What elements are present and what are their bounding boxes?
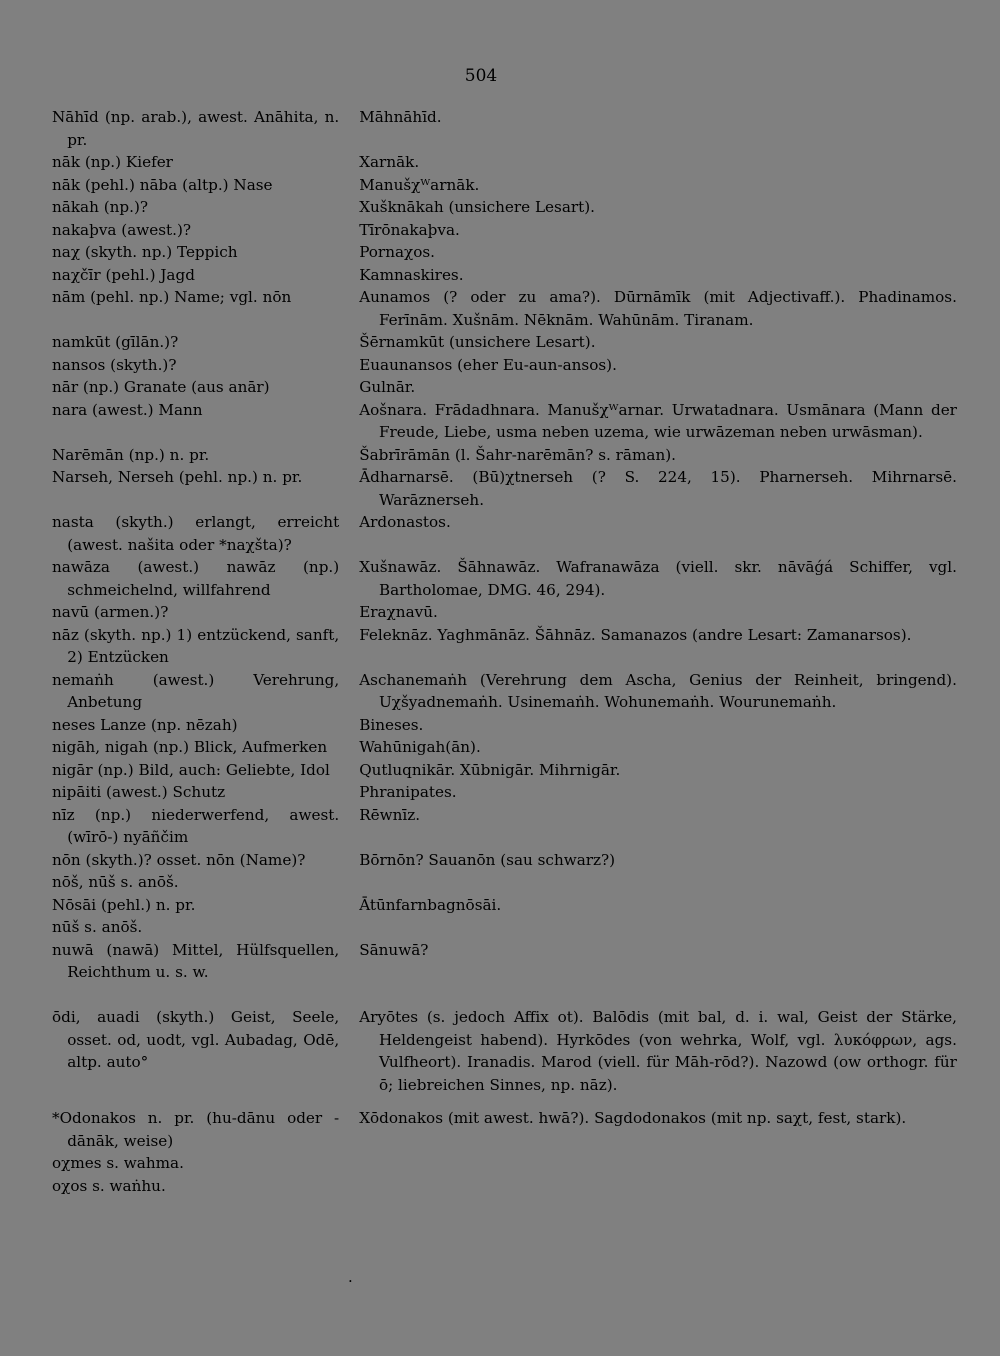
entry-names: Wahūnigah(ān). (359, 738, 481, 756)
entry-lemma: nām (pehl. np.) Name; vgl. nōn (52, 288, 292, 306)
entry-lemma: Narēmān (np.) n. pr. (52, 445, 210, 464)
entry-row (52, 219, 922, 242)
entry-row (52, 331, 922, 354)
entry-names: Xarnāk. (359, 153, 420, 171)
entry-lemma: nakaþva (awest.)? (52, 220, 192, 239)
entry-row (52, 264, 922, 287)
entry-row (52, 174, 922, 197)
entry-names: Euaunansos (eher Eu-aun-ansos). (359, 355, 617, 374)
entry-row (52, 624, 922, 669)
entry-row (52, 894, 922, 917)
entry-names: Manušχᵂarnāk. (359, 175, 480, 194)
entry-names: Xōdonakos (mit awest. hwā?). Sagdodonakos (mit np. saχt, fest, stark). (359, 1109, 907, 1127)
entry-row (52, 241, 922, 264)
entry-lemma: Nāhīd (np. arab.), awest. Anāhita, n. pr. (52, 108, 340, 149)
entry-row (52, 601, 922, 624)
entry-row (52, 736, 922, 759)
entry-names: Aošnara. Frādadhnara. Manušχᵂarnar. Urwatadnara. Usmānara (Mann der Freude, Liebe, usma neben uzema, wie urwāzeman neben urwāsman). (359, 400, 957, 441)
entry-names: Kamnaskires. (359, 265, 464, 284)
entry-row (52, 1107, 922, 1152)
entry-row (52, 354, 922, 377)
entry-names: Feleknāz. Yaghmānāz. Šāhnāz. Samanazos (andre Lesart: Zamanarsos). (359, 625, 912, 644)
entry-lemma: namkūt (gīlān.)? (52, 333, 179, 351)
entry-lemma: neses Lanze (np. nēzah) (52, 715, 238, 734)
entry-names: Phranipates. (359, 783, 457, 801)
entry-row (52, 669, 957, 714)
entry-row (52, 1175, 922, 1198)
page-number: 504 (464, 66, 498, 86)
entry-row (52, 871, 922, 894)
entry-row (52, 759, 922, 782)
entry-row (52, 151, 922, 174)
entry-lemma: nōn (skyth.)? osset. nōn (Name)? (52, 850, 306, 869)
entry-names: Māhnāhīd. (359, 108, 442, 126)
entry-lemma: ōdi, auadi (skyth.) Geist, Seele, osset. od, uodt, vgl. Aubadag, Odē, altp. auto° (52, 1008, 340, 1071)
entry-row (52, 781, 922, 804)
entry-names: Pornaχos. (359, 243, 435, 261)
entry-lemma: nāk (np.) Kiefer (52, 153, 173, 171)
entry-lemma: nāk (pehl.) nāba (altp.) Nase (52, 175, 273, 194)
entry-lemma: nasta (skyth.) erlangt, erreicht (awest. našita oder *naχšta)? (52, 513, 340, 554)
entry-lemma: nuwā (nawā) Mittel, Hülfsquellen, Reichthum u. s. w. (52, 940, 340, 981)
entry-lemma: nemaṅh (awest.) Verehrung, Anbetung (52, 670, 340, 711)
entry-lemma: *Odonakos n. pr. (hu-dānu oder -dānāk, weise) (52, 1109, 340, 1150)
entry-row (52, 376, 922, 399)
entry-lemma: nigār (np.) Bild, auch: Geliebte, Idol (52, 760, 330, 779)
entry-names: Šērnamkūt (unsichere Lesart). (359, 333, 596, 351)
entry-names: Sānuwā? (359, 940, 429, 959)
entry-row (52, 399, 957, 444)
entry-list (52, 106, 957, 1197)
entry-names: Aschanemaṅh (Verehrung dem Ascha, Genius der Reinheit, bringend). Uχšyadnemaṅh. Usinemaṅh. Wohunemaṅh. Wourunemaṅh. (359, 670, 957, 711)
entry-lemma: oχos s. waṅhu. (52, 1176, 166, 1195)
entry-row (52, 1152, 922, 1175)
entry-lemma: nara (awest.) Mann (52, 400, 203, 419)
entry-names: Eraχnavū. (359, 603, 438, 621)
entry-names: Qutluqnikār. Xūbnigār. Mihrnigār. (359, 760, 621, 779)
entry-row (52, 556, 957, 601)
entry-lemma: nīz (np.) niederwerfend, awest. (wīrō-) nyāñčim (52, 805, 340, 846)
entry-row (52, 106, 922, 151)
entry-lemma: nār (np.) Granate (aus anār) (52, 378, 270, 396)
entry-names: Šabrīrāmān (l. Šahr-narēmān? s. rāman). (359, 445, 676, 464)
entry-names (359, 1175, 957, 1198)
entry-names: Gulnār. (359, 378, 416, 396)
entry-names: Aryōtes (s. jedoch Affix ot). Balōdis (mit bal, d. i. wal, Geist der Stärke, Heldengeist habend). Hyrkōdes (von wehrka, Wolf, vgl. λυκόφρων, ags. Vulfheort). Iranadis. Marod (viell. für Māh-rōd?). Nazowd (ow orthogr. für ō; liebreichen Sinnes, np. nāz). (359, 1008, 957, 1094)
entry-names: Aunamos (? oder zu ama?). Dūrnāmīk (mit Adjectivaff.). Phadinamos. Ferīnām. Xušnām. Nēknām. Wahūnām. Tiranam. (359, 288, 957, 329)
entry-names (359, 1152, 957, 1175)
entry-names (359, 871, 957, 894)
entry-row (52, 1006, 957, 1096)
entry-lemma: nipāiti (awest.) Schutz (52, 783, 226, 801)
entry-row (52, 804, 922, 849)
entry-lemma: navū (armen.)? (52, 603, 169, 621)
entry-names: Tīrōnakaþva. (359, 220, 460, 239)
entry-row (52, 286, 957, 331)
entry-names: Ardonastos. (359, 513, 451, 531)
entry-row (52, 849, 922, 872)
entry-lemma: nigāh, nigah (np.) Blick, Aufmerken (52, 738, 328, 756)
entry-names: Xušknākah (unsichere Lesart). (359, 198, 596, 216)
entry-row (52, 916, 922, 939)
entry-lemma: nōš, nūš s. anōš. (52, 873, 179, 891)
entry-lemma: nawāza (awest.) nawāz (np.) schmeichelnd, willfahrend (52, 558, 340, 599)
entry-names: Bineses. (359, 715, 424, 734)
entry-lemma: Narseh, Nerseh (pehl. np.) n. pr. (52, 468, 303, 486)
entry-lemma: nāz (skyth. np.) 1) entzückend, sanft, 2) Entzücken (52, 625, 340, 666)
entry-row (52, 196, 922, 219)
entry-lemma: nūš s. anōš. (52, 918, 143, 936)
entry-row (52, 511, 922, 556)
entry-lemma: nākah (np.)? (52, 198, 149, 216)
entry-lemma: Nōsāi (pehl.) n. pr. (52, 895, 196, 914)
entry-names: Bōrnōn? Sauanōn (sau schwarz?) (359, 850, 616, 869)
entry-names: Rēwnīz. (359, 805, 421, 824)
entry-names: Ādharnarsē. (Bū)χtnerseh (? S. 224, 15). Pharnerseh. Mihrnarsē. Warāznerseh. (359, 468, 957, 509)
entry-row (52, 444, 922, 467)
entry-names: Xušnawāz. Šāhnawāz. Wafranawāza (viell. skr. nāvāǵá Schiffer, vgl. Bartholomae, DMG. 46, 294). (359, 558, 957, 599)
entry-row (52, 714, 922, 737)
entry-lemma: nansos (skyth.)? (52, 355, 177, 374)
entry-lemma: naχčīr (pehl.) Jagd (52, 265, 195, 284)
entry-lemma: naχ (skyth. np.) Teppich (52, 243, 238, 261)
entry-names: Ātūnfarnbagnōsāi. (359, 895, 502, 914)
entry-names (359, 916, 957, 939)
entry-row (52, 939, 922, 984)
entry-lemma: oχmes s. wahma. (52, 1154, 184, 1172)
stray-print-mark: · (348, 1272, 353, 1290)
entry-row (52, 466, 957, 511)
